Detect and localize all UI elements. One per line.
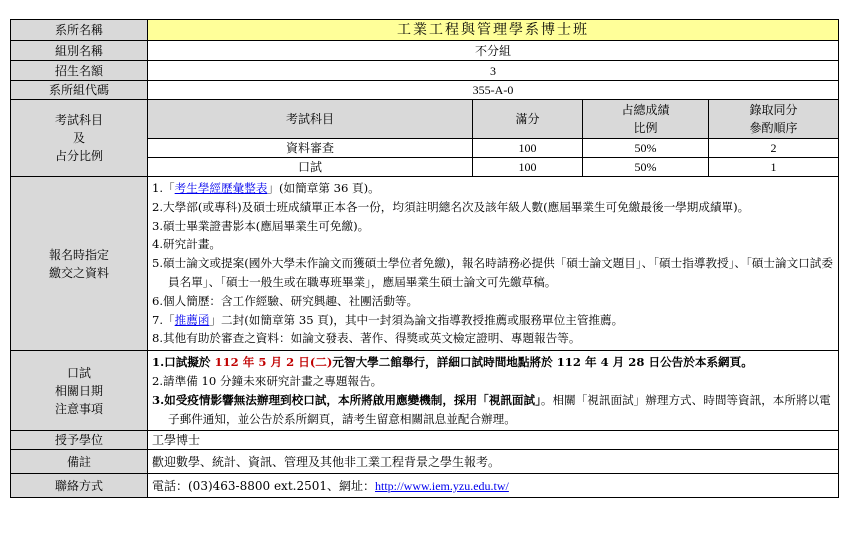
docs-item-1-pre: 1.「 (152, 181, 175, 195)
contact-label: 聯絡方式 (11, 474, 148, 498)
exam-label-line-1: 考試科目 (54, 113, 103, 127)
row-code (11, 81, 839, 100)
docs-item-6: 6.個人簡歷：含工作經驗、研究興趣、社團活動等。 (152, 293, 419, 308)
contact-value (148, 474, 839, 498)
website-link[interactable]: http://www.iem.yzu.edu.tw/ (375, 478, 509, 493)
docs-list (152, 177, 834, 350)
exam-header-full-score: 滿分 (473, 100, 583, 139)
oral-label-line-2: 相關日期 (54, 383, 103, 398)
docs-item-8: 8.其他有助於審查之資料：如論文發表、著作、得獎或英文檢定證明、專題報告等。 (152, 331, 581, 346)
docs-label (11, 177, 148, 351)
exam-label-line-3: 占分比例 (54, 149, 103, 163)
row-degree (11, 431, 839, 450)
oral-content (148, 351, 839, 431)
oral-row (11, 351, 839, 431)
degree-label: 授予學位 (11, 431, 148, 450)
exam-order: 1 (709, 158, 839, 177)
oral-item-3-rest: 。相關「視訊面試」辦理方式、時間等資訊，本所將以電子郵件通知，並公告於系所網頁，請考生留意相關訊息並配合辦理。 (168, 392, 831, 426)
exam-header-subject: 考試科目 (148, 100, 473, 139)
exam-header-ratio-line-2: 比例 (633, 121, 658, 135)
oral-item-1 (152, 353, 834, 372)
oral-date: 112 年 5 月 2 日(二) (214, 355, 333, 370)
exam-ratio: 50% (583, 139, 709, 158)
docs-item-7-pre: 7.「 (152, 312, 175, 327)
admission-info-table (10, 19, 839, 498)
docs-label-line-2: 繳交之資料 (48, 265, 109, 280)
group-name-value: 不分組 (148, 41, 839, 61)
docs-item-7 (152, 311, 834, 330)
code-label: 系所組代碼 (11, 81, 148, 100)
oral-label-line-1: 口試 (66, 365, 91, 380)
docs-item-1-post: 」(如簡章第 36 頁)。 (267, 181, 380, 195)
exam-header-row (11, 100, 839, 139)
docs-item-4: 4.研究計畫。 (152, 237, 222, 252)
oral-item-1-b: 元智大學二館舉行，詳細口試時間地點將於 112 年 4 月 28 日公告於本系網頁。 (332, 355, 753, 370)
remarks-label: 備註 (11, 450, 148, 474)
oral-item-3-bold: 3.如受疫情影響無法辦理到校口試，本所將啟用應變機制，採用「視訊面試」 (152, 392, 541, 407)
dept-name-label: 系所名稱 (11, 20, 148, 41)
oral-label-line-3: 注意事項 (54, 401, 103, 416)
contact-phone: 電話：(03)463-8800 ext.2501、網址： (152, 478, 375, 493)
oral-item-2: 2.請準備 10 分鐘未來研究計畫之專題報告。 (152, 373, 383, 388)
row-quota (11, 61, 839, 81)
dept-name-value: 工業工程與管理學系博士班 (148, 20, 839, 41)
quota-label: 招生名額 (11, 61, 148, 81)
exam-full-score: 100 (473, 158, 583, 177)
docs-item-3: 3.碩士畢業證書影本(應屆畢業生可免繳)。 (152, 218, 370, 233)
oral-item-1-a: 1.口試擬於 (152, 355, 215, 370)
exam-header-order-line-2: 參酌順序 (749, 121, 798, 135)
docs-content (148, 177, 839, 351)
row-dept-name (11, 20, 839, 41)
degree-value: 工學博士 (148, 431, 839, 450)
exam-header-ratio-line-1: 占總成績 (621, 103, 670, 117)
oral-list (152, 351, 834, 430)
docs-item-5: 5.碩士論文或提案(國外大學未作論文而獲碩士學位者免繳)，報名時請務必提供「碩士論文題目」、「碩士指導教授」、「碩士論文口試委員名單」、「碩士一般生或在職專班畢業」，應屆畢業生碩士論文可先繳草稿。 (152, 256, 833, 289)
code-value: 355-A-0 (148, 81, 839, 100)
exam-order: 2 (709, 139, 839, 158)
oral-label (11, 351, 148, 431)
resume-form-link[interactable]: 考生學經歷彙整表 (174, 181, 268, 195)
docs-item-2: 2.大學部(或專科)及碩士班成績單正本各一份，均須註明總名次及該年級人數(應屆畢業生可免繳最後一學期成績單)。 (152, 199, 750, 214)
exam-header-ratio (583, 100, 709, 139)
remarks-value: 歡迎數學、統計、資訊、管理及其他非工業工程背景之學生報考。 (148, 450, 839, 474)
exam-full-score: 100 (473, 139, 583, 158)
admission-info-table-wrapper (10, 19, 838, 498)
recommendation-letter-link[interactable]: 推薦函 (174, 312, 210, 327)
oral-item-3 (152, 391, 834, 429)
exam-header-order-line-1: 錄取同分 (749, 103, 798, 117)
exam-label-line-2: 及 (72, 131, 85, 145)
quota-value: 3 (148, 61, 839, 81)
docs-item-7-post: 」二封(如簡章第 35 頁)，其中一封須為論文指導教授推薦或服務單位主管推薦。 (209, 312, 624, 327)
row-remarks (11, 450, 839, 474)
docs-item-1 (152, 179, 834, 198)
docs-label-line-1: 報名時指定 (48, 247, 109, 262)
exam-subject: 口試 (148, 158, 473, 177)
exam-subject: 資料審查 (148, 139, 473, 158)
exam-header-order (709, 100, 839, 139)
docs-row (11, 177, 839, 351)
group-name-label: 組別名稱 (11, 41, 148, 61)
exam-ratio: 50% (583, 158, 709, 177)
row-group-name (11, 41, 839, 61)
row-contact (11, 474, 839, 498)
exam-label (11, 100, 148, 177)
